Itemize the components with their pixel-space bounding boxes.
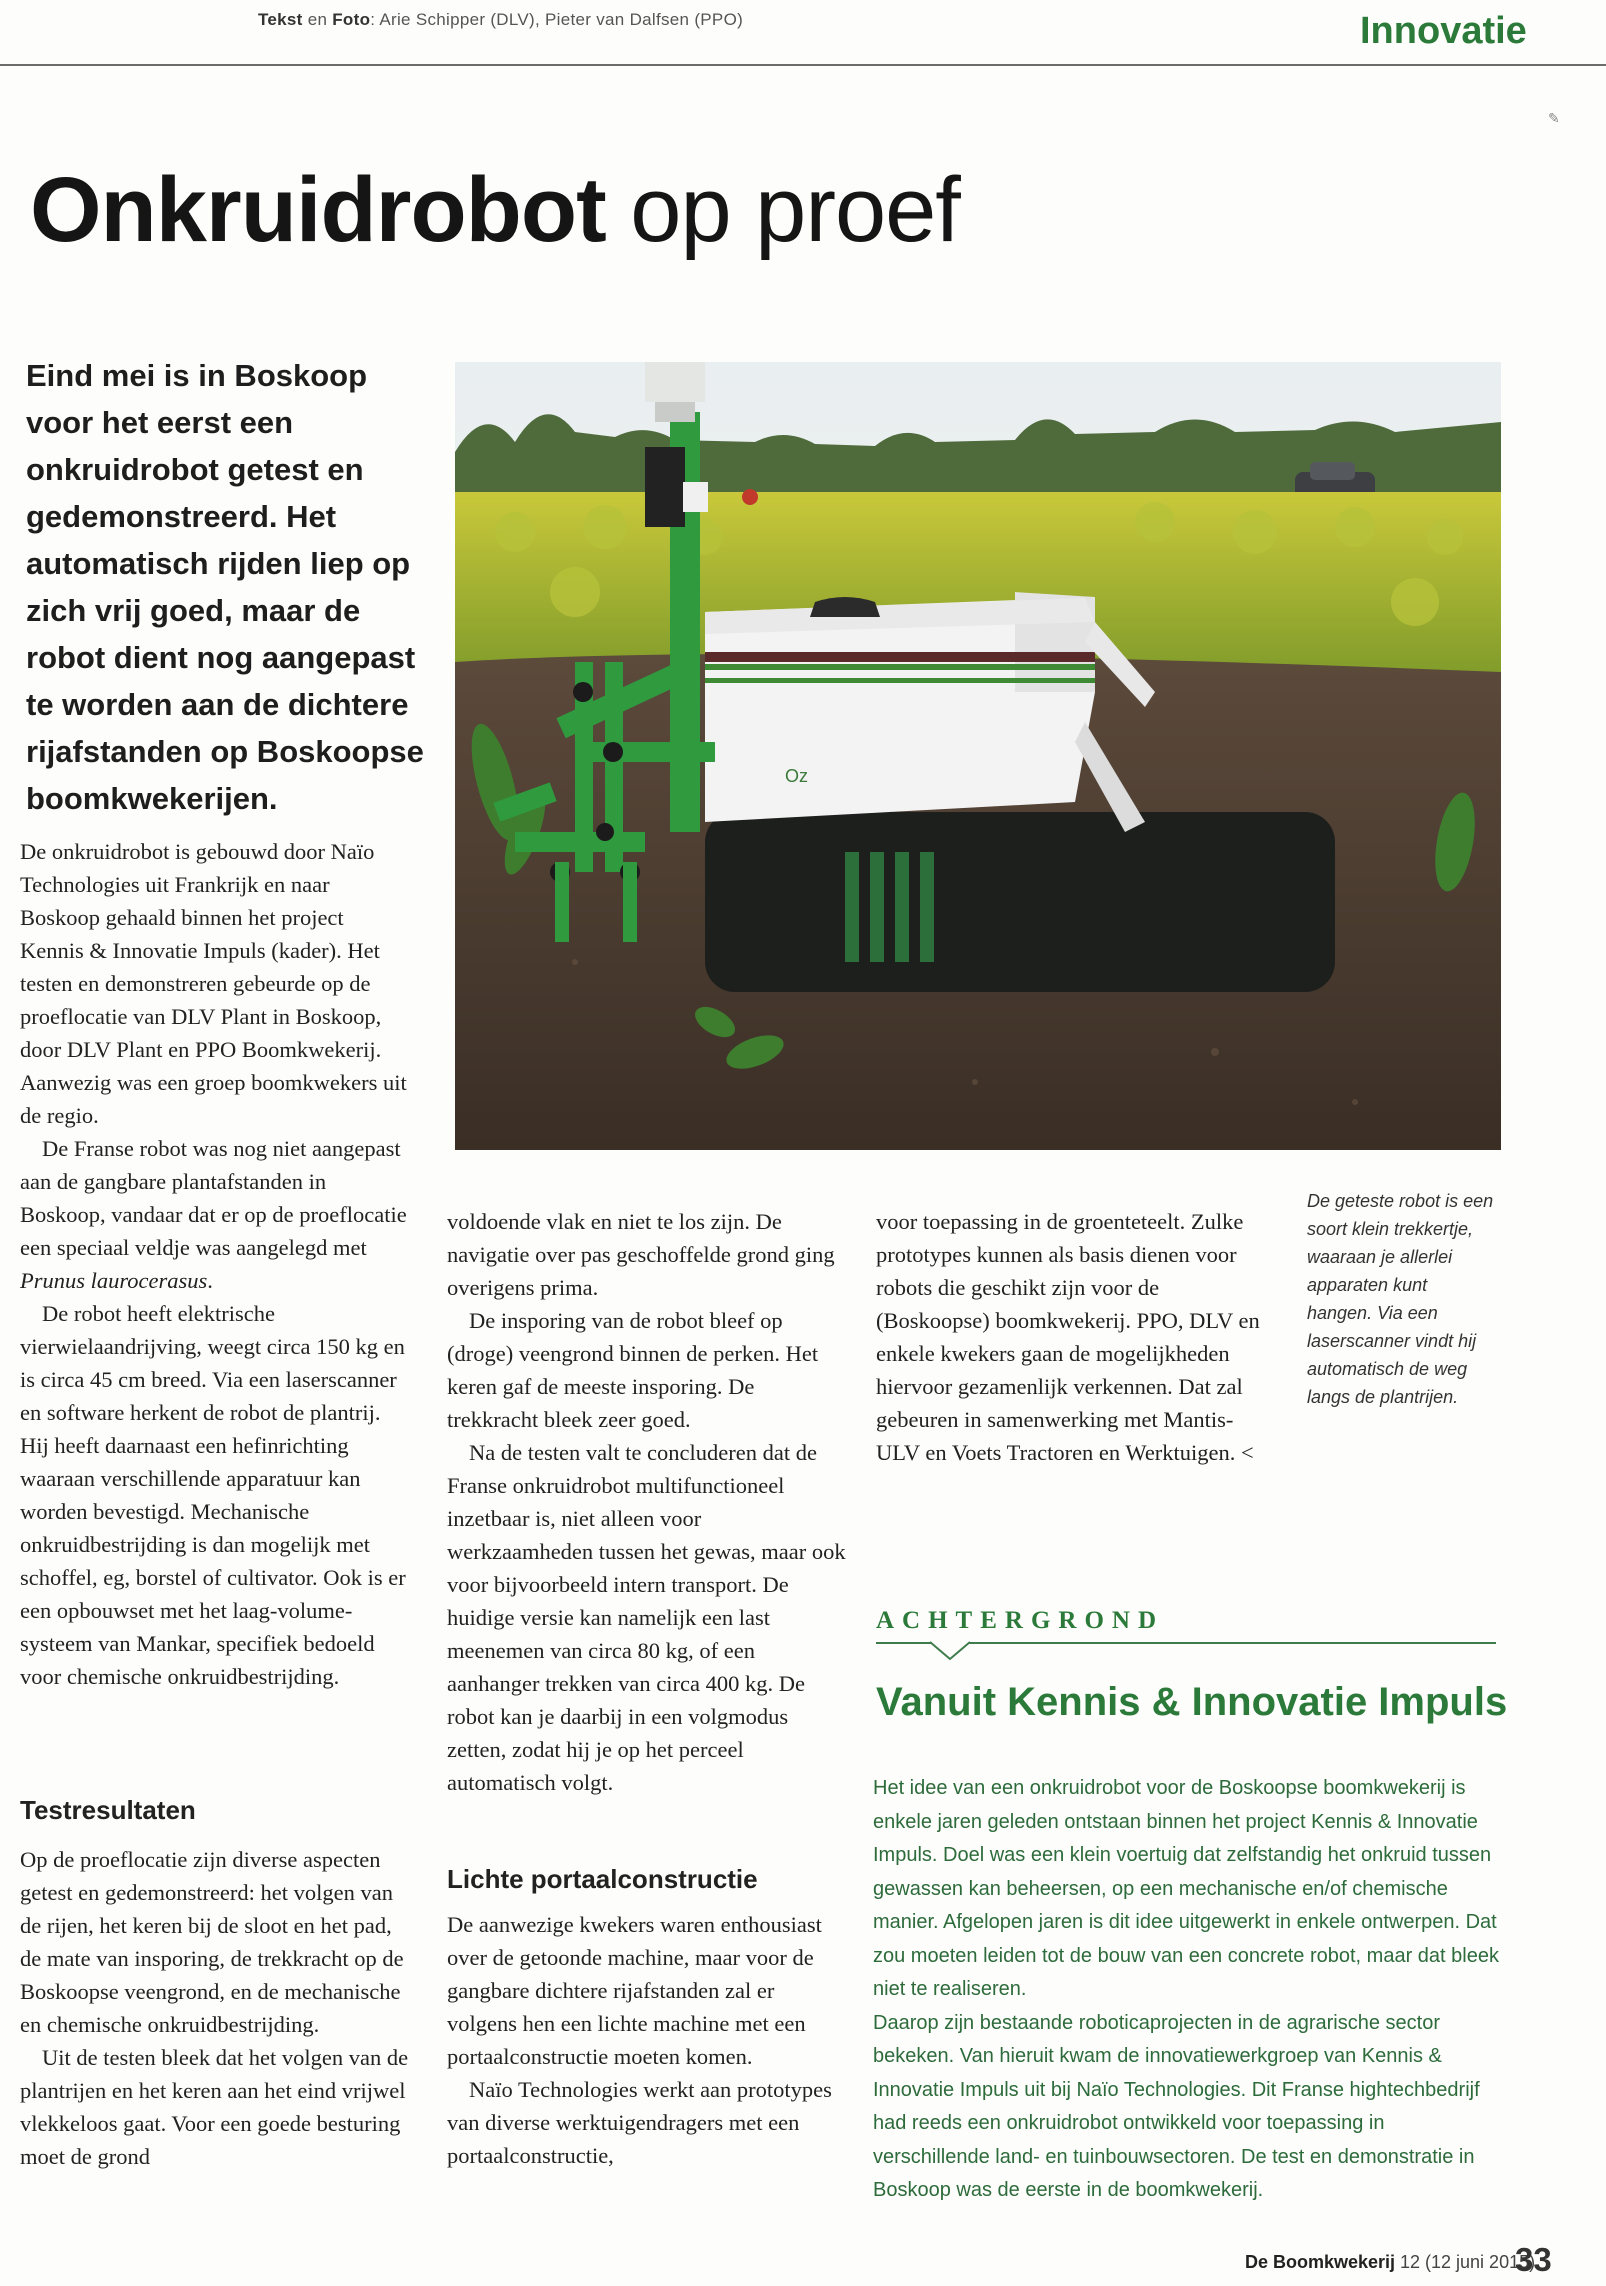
paragraph: Op de proeflocatie zijn diverse aspecten getest en gedemonstreerd: het volgen van de rijen, het keren bij de sloot en het pad, de mate van insporing, de trekkracht op de Boskoopse veengrond, en de mechanische en chemische onkruidbestrijding.: [20, 1847, 404, 2037]
chevron-down-icon: [930, 1641, 970, 1661]
box-paragraph: Daarop zijn bestaande roboticaprojecten in de agrarische sector bekeken. Van hieruit kwam de innovatiewerkgroep van Kennis & Innovatie Impuls uit bij Naïo Technologies. Dit Franse hightechbedrijf had reeds een onkruidrobot ontwikkeld voor toepassing in verschillende land- en tuinbouwsectoren. De test en demonstratie in Boskoop was de eerste in de boomkwekerij.: [873, 2011, 1480, 2201]
box-body: [873, 1772, 1501, 2208]
box-label: ACHTERGROND: [876, 1607, 1165, 1634]
credits-and: en: [307, 10, 328, 29]
article-column-2-continued: [447, 1908, 847, 2172]
article-column-3: [876, 1205, 1266, 1469]
credits-photo-label: Foto: [332, 10, 371, 29]
paragraph: De insporing van de robot bleef op (droge) veengrond binnen de perken. Het keren gaf de meeste insporing. De trekkracht bleek zeer goed.: [447, 1308, 819, 1432]
subheading-testresultaten: Testresultaten: [20, 1795, 196, 1825]
paragraph: voldoende vlak en niet te los zijn. De navigatie over pas geschoffelde grond ging overigens prima.: [447, 1209, 835, 1300]
headline-light: op proef: [630, 159, 960, 261]
headline-bold: Onkruidrobot: [30, 159, 606, 261]
page-title: [30, 158, 960, 263]
header-divider: [0, 64, 1606, 66]
photo-caption: De geteste robot is een soort klein trekkertje, waaraan je allerlei apparaten kunt hangen. Via een laserscanner vindt hij automatisch de weg langs de plantrijen.: [1307, 1191, 1494, 1407]
robot-logo: Oz: [785, 766, 809, 786]
paragraph: De onkruidrobot is gebouwd door Naïo Technologies uit Frankrijk en naar Boskoop gehaald binnen het project Kennis & Innovatie Impuls (kader). Het testen en demonstreren gebeurde op de proeflocatie van DLV Plant in Boskoop, door DLV Plant en PPO Boomkwekerij. Aanwezig was een groep boomkwekers uit de regio.: [20, 839, 407, 1128]
robot-photo: [455, 362, 1501, 1150]
section-label: Innovatie: [1360, 10, 1527, 52]
species-name: Prunus laurocerasus: [20, 1268, 208, 1293]
credits-text-label: Tekst: [258, 10, 303, 29]
article-intro: Eind mei is in Boskoop voor het eerst een onkruidrobot getest en gedemonstreerd. Het automatisch rijden liep op zich vrij goed, maar de robot dient nog aangepast te worden aan de dichtere rijafstanden op Boskoopse boomkwekerijen.: [26, 358, 424, 816]
box-title: Vanuit Kennis & Innovatie Impuls: [876, 1680, 1508, 1724]
article-credits: [258, 10, 743, 30]
paragraph: Na de testen valt te concluderen dat de Franse onkruidrobot multifunctioneel inzetbaar is, niet alleen voor werkzaamheden tussen het gewas, maar ook voor bijvoorbeeld intern transport. De huidige versie kan namelijk een last meenemen van circa 80 kg, of een aanhanger trekken van circa 400 kg. De robot kan je daarbij in een volgmodus zetten, zodat hij je op het perceel automatisch volgt.: [447, 1440, 846, 1795]
paragraph: voor toepassing in de groenteteelt. Zulke prototypes kunnen als basis dienen voor robots die geschikt zijn voor de (Boskoopse) boomkwekerij. PPO, DLV en enkele kwekers gaan de mogelijkheden hiervoor gezamenlijk verkennen. Dat zal gebeuren in samenwerking met Mantis-ULV en Voets Tractoren en Werktuigen. <: [876, 1209, 1260, 1465]
paragraph: De robot heeft elektrische vierwielaandrijving, weegt circa 150 kg en is circa 45 cm breed. Via een laserscanner en software herkent de robot de plantrij. Hij heeft daarnaast een hefinrichting waaraan verschillende apparatuur kan worden bevestigd. Mechanische onkruidbestrijding is dan mogelijk met schoffel, eg, borstel of cultivator. Ook is er een opbouwset met het laag-volume-systeem van Mankar, specifiek bedoeld voor chemische onkruidbestrijding.: [20, 1301, 406, 1689]
corner-mark-icon: ✎: [1548, 110, 1560, 126]
subheading-lichte-portaalconstructie: Lichte portaalconstructie: [447, 1864, 758, 1894]
paragraph: De aanwezige kwekers waren enthousiast over de getoonde machine, maar voor de gangbare dichtere rijafstanden zal er volgens hen een lichte machine met een portaalconstructie moeten komen.: [447, 1912, 822, 2069]
paragraph: [20, 1132, 410, 1297]
box-paragraph: Het idee van een onkruidrobot voor de Boskoopse boomkwekerij is enkele jaren geleden ontstaan binnen het project Kennis & Innovatie Impuls. Doel was een klein voertuig dat zelfstandig het onkruid tussen gewassen kan beheersen, op een mechanische en/of chemische manier. Afgelopen jaren is dit idee uitgewerkt in enkele ontwerpen. Dat zou moeten leiden tot de bouw van een concrete robot, maar dat bleek niet te realiseren.: [873, 1777, 1499, 2000]
credits-names: : Arie Schipper (DLV), Pieter van Dalfsen (PPO): [370, 10, 744, 29]
paragraph: Uit de testen bleek dat het volgen van de plantrijen en het keren aan het eind vrijwel vlekkeloos gaat. Voor een goede besturing moet de grond: [20, 2045, 409, 2169]
text-run: De Franse robot was nog niet aangepast aan de gangbare plantafstanden in Boskoop, vandaar dat er op de proeflocatie een speciaal veldje was aangelegd met: [20, 1136, 407, 1260]
article-column-1: [20, 835, 410, 1693]
footer-issue: 12 (12 juni 2015): [1400, 2252, 1536, 2272]
footer-publication: De Boomkwekerij: [1245, 2252, 1396, 2272]
paragraph: Naïo Technologies werkt aan prototypes van diverse werktuigendragers met een portaalconstructie,: [447, 2077, 832, 2168]
text-run: .: [207, 1268, 213, 1293]
article-column-2: [447, 1205, 847, 1799]
page-number: 33: [1515, 2241, 1552, 2278]
article-column-1-continued: [20, 1843, 410, 2173]
